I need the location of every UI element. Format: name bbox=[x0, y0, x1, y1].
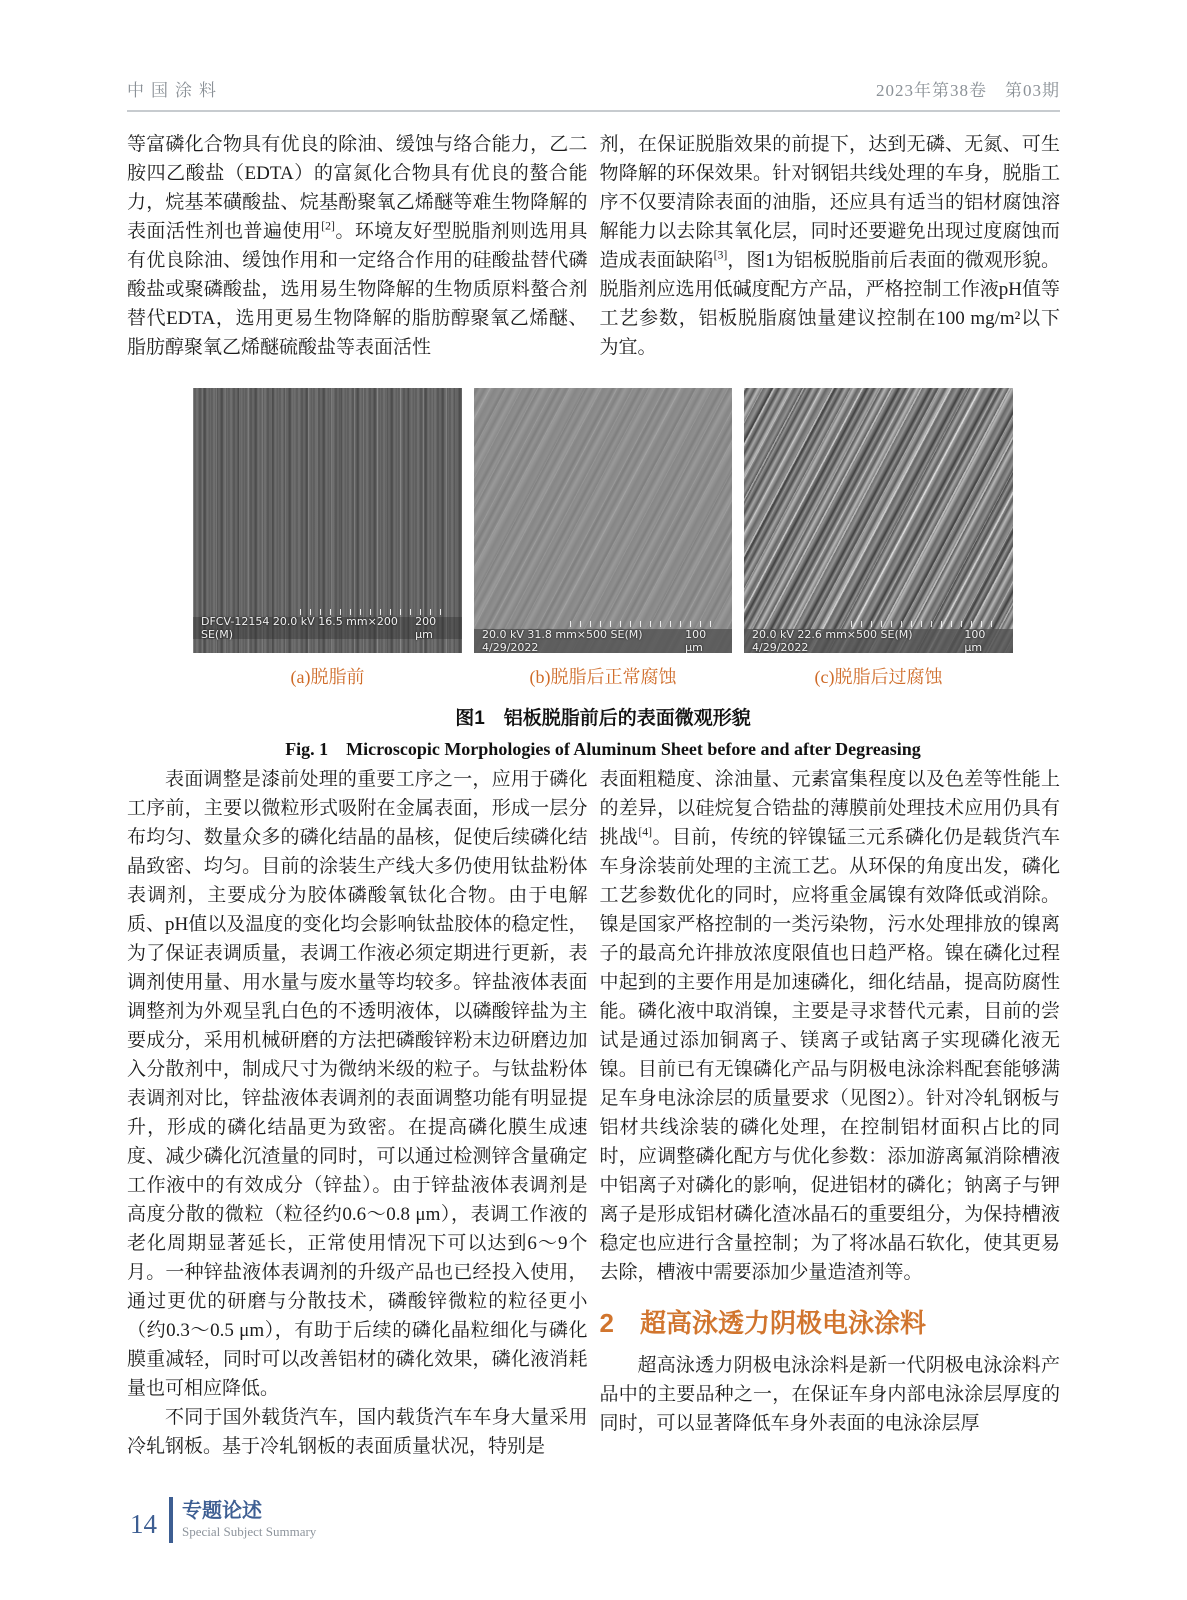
citation-ref-3: [3] bbox=[713, 248, 728, 262]
figure-caption-en: Fig. 1 Microscopic Morphologies of Aluminum Sheet before and after Degreasing bbox=[285, 739, 921, 759]
sem-image-over-corrosion bbox=[744, 388, 1013, 653]
page-header bbox=[127, 76, 1060, 112]
citation-ref-4: [4] bbox=[638, 825, 653, 839]
section-title: 超高泳透力阴极电泳涂料 bbox=[639, 1308, 926, 1338]
paragraph: 超高泳透力阴极电泳涂料是新一代阴极电泳涂料产品中的主要品种之一，在保证车身内部电泳涂层厚度的同时，可以显著降低车身外表面的电泳涂层厚 bbox=[599, 1355, 1060, 1434]
paragraph-text: ，图1为铝板脱脂前后表面的微观形貌。脱脂剂应选用低碱度配方产品，严格控制工作液pH值等工艺参数，铝板脱脂腐蚀量建议控制在100 mg/m²以下为宜。 bbox=[599, 250, 1060, 358]
footer-section-en: Special Subject Summary bbox=[182, 1524, 317, 1539]
paragraph bbox=[127, 130, 588, 362]
paragraph-text: 剂，在保证脱脂效果的前提下，达到无磷、无氮、可生物降解的环保效果。针对钢铝共线处理的车身，脱脂工序不仅要清除表面的油脂，还应具有适当的铝材腐蚀溶解能力以去除其氧化层，同时还要避免出现过度腐蚀而造成表面缺陷 bbox=[599, 134, 1060, 271]
figure-caption-zh: 图1 铝板脱脂前后的表面微观形貌 bbox=[455, 708, 751, 729]
footer-divider-bar bbox=[169, 1497, 173, 1543]
bottom-text-section bbox=[127, 765, 1060, 1461]
footer-section-zh: 专题论述 bbox=[182, 1500, 262, 1522]
citation-ref-2: [2] bbox=[321, 219, 335, 233]
paragraph-text: 表面粗糙度、涂油量、元素富集程度以及色差等性能上的差异，以硅烷复合锆盐的薄膜前处理技术应用仍具有挑战 bbox=[599, 769, 1060, 848]
top-left-column bbox=[127, 130, 588, 362]
sublabel-a: (a)脱脂前 bbox=[290, 667, 365, 687]
scale-ticks bbox=[851, 621, 1001, 627]
top-text-section bbox=[127, 130, 1060, 362]
paragraph bbox=[600, 765, 1061, 1287]
footer-labels bbox=[182, 1499, 316, 1541]
paragraph-text: 。目前，传统的锌镍锰三元系磷化仍是载货汽车车身涂装前处理的主流工艺。从环保的角度出发，磷化工艺参数优化的同时，应将重金属镍有效降低或消除。镍是国家严格控制的一类污染物，污水处理排放的镍离子的最高允许排放浓度限值也日趋严格。镍在磷化过程中起到的主要作用是加速磷化，细化结晶，提高防腐性能。磷化液中取消镍，主要是寻求替代元素，目前的尝试是通过添加铜离子、镁离子或钴离子实现磷化液无镍。目前已有无镍磷化产品与阴极电泳涂料配套能够满足车身电泳涂层的质量要求（见图2）。针对冷轧钢板与铝材共线涂装的磷化处理，在控制铝材面积占比的同时，应调整磷化配方与优化参数：添加游离氟消除槽液中铝离子对磷化的影响，促进铝材的磷化；钠离子与钾离子是形成铝材磷化渣冰晶石的重要组分，为保持槽液稳定也应进行含量控制；为了将冰晶石软化，使其更易去除，槽液中需要添加少量造渣剂等。 bbox=[599, 827, 1060, 1283]
sem-info-text: 20.0 kV 22.6 mm×500 SE(M) 4/29/2022 bbox=[752, 628, 913, 653]
sublabel-c: (c)脱脂后过腐蚀 bbox=[814, 667, 943, 687]
figure-images-row bbox=[193, 388, 1013, 653]
sem-info-bar bbox=[744, 629, 1013, 653]
top-right-column bbox=[600, 130, 1061, 362]
figure-1 bbox=[193, 388, 1013, 761]
sem-scale-label: 200 μm bbox=[415, 615, 437, 641]
sem-scale-label: 100 μm bbox=[685, 628, 707, 653]
section-heading-2 bbox=[600, 1305, 1061, 1341]
paragraph bbox=[600, 130, 1061, 362]
section-number: 2 bbox=[599, 1308, 614, 1338]
sem-info-bar bbox=[193, 617, 462, 639]
sem-info-text: 20.0 kV 31.8 mm×500 SE(M) 4/29/2022 bbox=[482, 628, 643, 653]
paragraph: 表面调整是漆前处理的重要工序之一，应用于磷化工序前，主要以微粒形式吸附在金属表面，形成一层分布均匀、数量众多的磷化结晶的晶核，促使后续磷化结晶致密、均匀。目前的涂装生产线大多仍使用钛盐粉体表调剂，主要成分为胶体磷酸氧钛化合物。由于电解质、pH值以及温度的变化均会影响钛盐胶体的稳定性，为了保证表调质量，表调工作液必须定期进行更新，表调剂使用量、用水量与废水量等均较多。锌盐液体表面调整剂为外观呈乳白色的不透明液体，以磷酸锌盐为主要成分，采用机械研磨的方法把磷酸锌粉末边研磨边加入分散剂中，制成尺寸为微纳米级的粒子。与钛盐粉体表调剂对比，锌盐液体表调剂的表面调整功能有明显提升，形成的磷化结晶更为致密。在提高磷化膜生成速度、减少磷化沉渣量的同时，可以通过检测锌含量确定工作液中的有效成分（锌盐）。由于锌盐液体表调剂是高度分散的微粒（粒径约0.6～0.8 μm），表调工作液的老化周期显著延长，正常使用情况下可以达到6～9个月。一种锌盐液体表调剂的升级产品也已经投入使用，通过更优的研磨与分散技术，磷酸锌微粒的粒径更小（约0.3～0.5 μm），有助于后续的磷化晶粒细化与磷化膜重减轻，同时可以改善铝材的磷化效果，磷化液消耗量也可相应降低。 bbox=[127, 769, 588, 1399]
paragraph-text: 等富磷化合物具有优良的除油、缓蚀与络合能力，乙二胺四乙酸盐（EDTA）的富氮化合物具有优良的螯合能力，烷基苯磺酸盐、烷基酚聚氧乙烯醚等难生物降解的表面活性剂也普遍使用 bbox=[127, 134, 588, 242]
sem-info-text: DFCV-12154 20.0 kV 16.5 mm×200 SE(M) bbox=[201, 615, 398, 641]
journal-name: 中国涂料 bbox=[127, 81, 223, 100]
paragraph-text: 。环境友好型脱脂剂则选用具有优良除油、缓蚀作用和一定络合作用的硅酸盐替代磷酸盐或聚磷酸盐，选用易生物降解的生物质原料螯合剂替代EDTA，选用更易生物降解的脂肪醇聚氧乙烯醚、脂肪醇聚氧乙烯醚硫酸盐等表面活性 bbox=[127, 221, 588, 358]
sem-scale-label: 100 μm bbox=[964, 628, 986, 653]
bottom-left-column bbox=[127, 765, 588, 1461]
paragraph: 不同于国外载货汽车，国内载货汽车车身大量采用冷轧钢板。基于冷轧钢板的表面质量状况，特别是 bbox=[127, 1407, 588, 1457]
bottom-right-column bbox=[600, 765, 1061, 1461]
sem-image-normal-corrosion bbox=[474, 388, 732, 653]
issue-info: 2023年第38卷 第03期 bbox=[876, 81, 1060, 100]
page-number: 14 bbox=[130, 1508, 157, 1539]
page-footer bbox=[130, 1497, 316, 1543]
sublabel-b: (b)脱脂后正常腐蚀 bbox=[529, 667, 677, 687]
scale-ticks bbox=[570, 621, 720, 627]
sem-info-bar bbox=[474, 629, 732, 653]
figure-sublabels-row bbox=[193, 663, 1013, 689]
sem-image-before-degreasing bbox=[193, 388, 462, 653]
